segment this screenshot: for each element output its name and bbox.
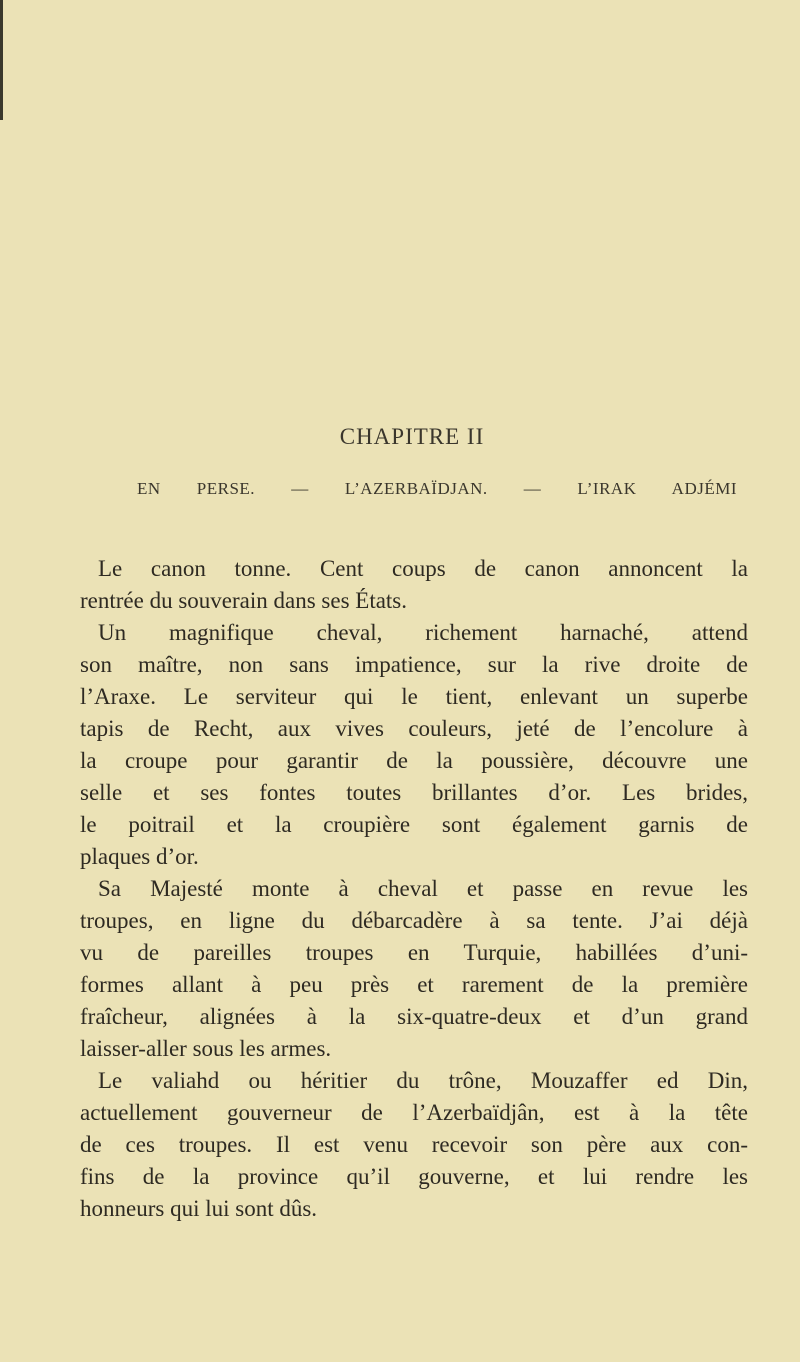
text-line: fins de la province qu’il gouverne, et lui rendre les xyxy=(80,1164,748,1189)
text-line: Le canon tonne. Cent coups de canon annoncent la xyxy=(98,556,748,581)
text-line: laisser-aller sous les armes. xyxy=(80,1036,332,1061)
chapter-title: CHAPITRE II xyxy=(339,424,485,449)
text-line: vu de pareilles troupes en Turquie, habillées d’uni- xyxy=(80,940,748,965)
text-line: son maître, non sans impatience, sur la rive droite de xyxy=(80,652,748,677)
text-line: Sa Majesté monte à cheval et passe en revue les xyxy=(98,876,748,901)
text-line: troupes, en ligne du débarcadère à sa tente. J’ai déjà xyxy=(80,908,748,933)
text-line: formes allant à peu près et rarement de la première xyxy=(80,972,748,997)
text-line: l’Araxe. Le serviteur qui le tient, enlevant un superbe xyxy=(80,684,748,709)
text-line: fraîcheur, alignées à la six-quatre-deux et d’un grand xyxy=(80,1004,748,1029)
text-line: selle et ses fontes toutes brillantes d’or. Les brides, xyxy=(80,780,748,805)
page-edge-shadow xyxy=(0,0,3,120)
text-line: honneurs qui lui sont dûs. xyxy=(80,1196,318,1221)
text-line: de ces troupes. Il est venu recevoir son père aux con- xyxy=(80,1132,748,1157)
text-line: le poitrail et la croupière sont également garnis de xyxy=(80,812,748,837)
text-line: plaques d’or. xyxy=(80,844,199,869)
text-line: tapis de Recht, aux vives couleurs, jeté de l’encolure à xyxy=(80,716,748,741)
text-line: actuellement gouverneur de l’Azerbaïdjân, est à la tête xyxy=(80,1100,748,1125)
chapter-subtitle: EN PERSE. — L’AZERBAÏDJAN. — L’IRAK ADJÉMI xyxy=(137,479,737,498)
text-line: la croupe pour garantir de la poussière, découvre une xyxy=(80,748,748,773)
text-line: Le valiahd ou héritier du trône, Mouzaffer ed Din, xyxy=(98,1068,748,1093)
text-line: Un magnifique cheval, richement harnaché, attend xyxy=(98,620,748,645)
text-line: rentrée du souverain dans ses États. xyxy=(80,588,408,613)
